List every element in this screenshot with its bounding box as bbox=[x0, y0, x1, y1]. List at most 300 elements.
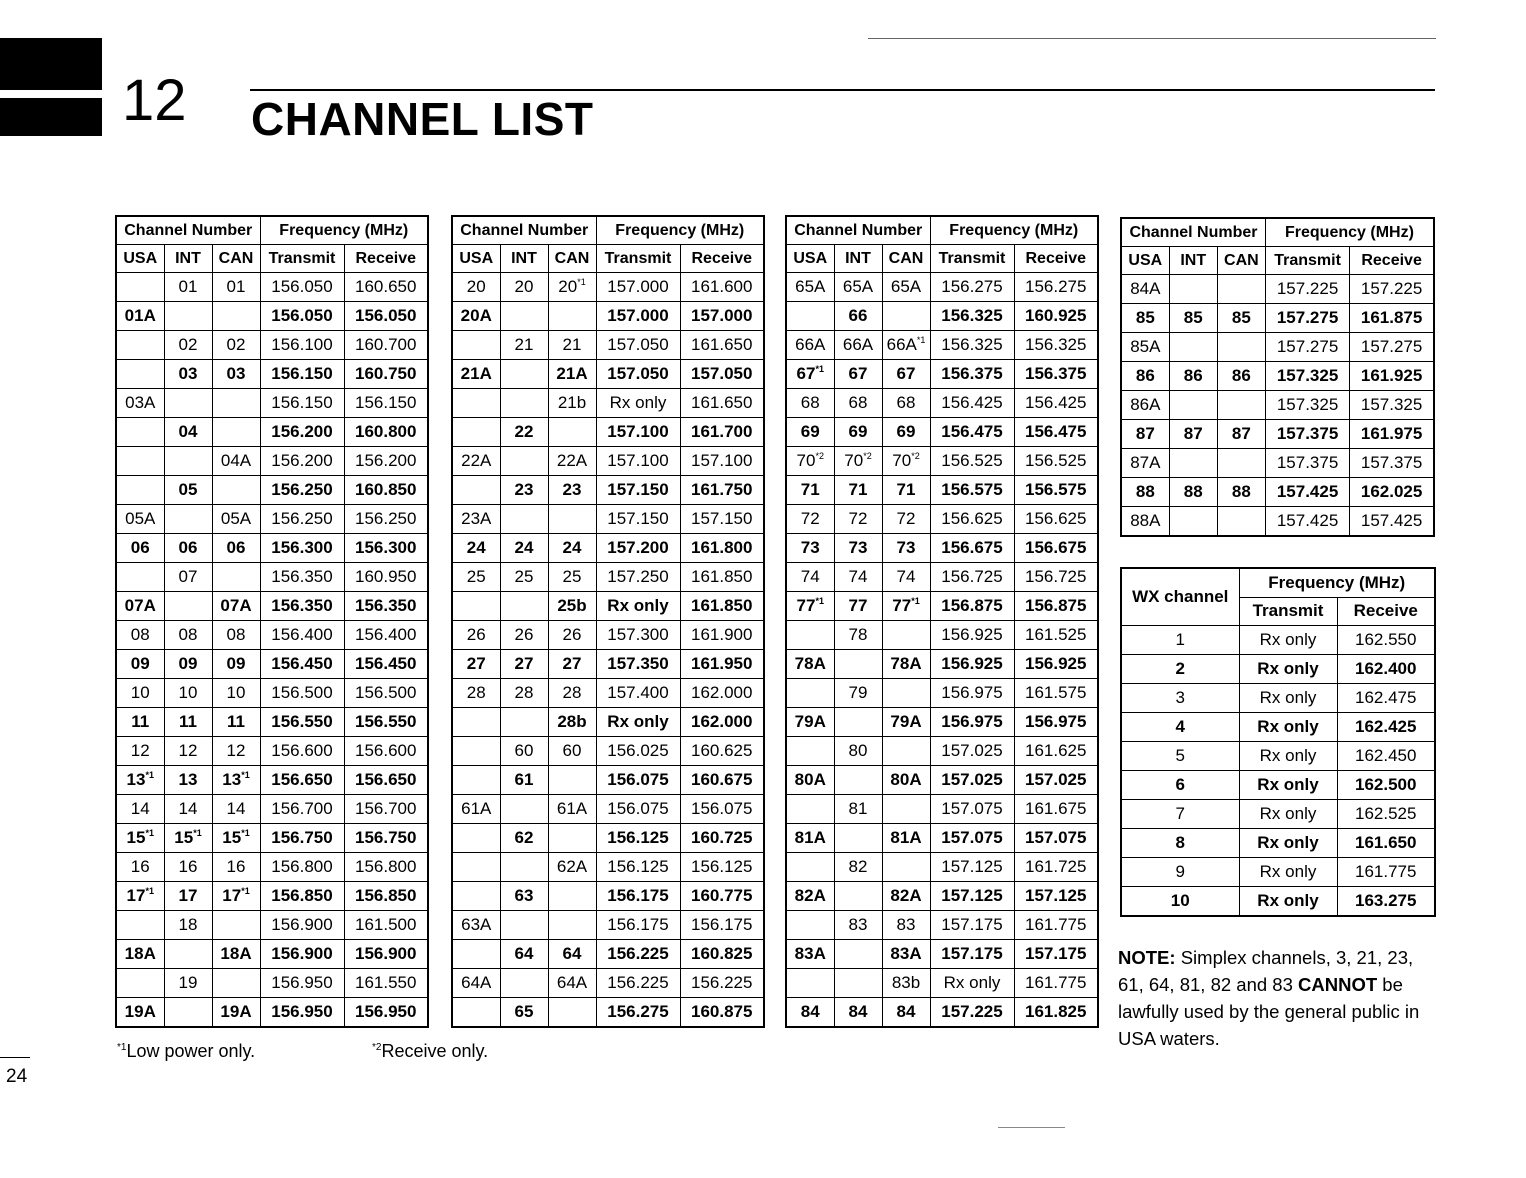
transmit-cell: 156.750 bbox=[260, 824, 344, 853]
usa-cell: 64A bbox=[452, 969, 500, 998]
can-cell: 60 bbox=[548, 737, 596, 766]
footnote-mark: *2 bbox=[372, 1042, 382, 1053]
usa-cell: 06 bbox=[116, 534, 164, 563]
wx-header-transmit: Transmit bbox=[1239, 597, 1337, 625]
can-cell: 70$^{*2}$ bbox=[882, 447, 930, 476]
table-row bbox=[1121, 275, 1434, 304]
table-row bbox=[452, 389, 764, 418]
header-receive: Receive bbox=[1350, 247, 1434, 275]
usa-cell: 25 bbox=[452, 563, 500, 592]
wx-header-frequency: Frequency (MHz) bbox=[1239, 568, 1435, 597]
transmit-cell: 156.325 bbox=[930, 302, 1014, 331]
usa-cell bbox=[116, 911, 164, 940]
transmit-cell: 156.700 bbox=[260, 795, 344, 824]
can-cell: 88 bbox=[1217, 478, 1265, 507]
can-cell: 83A bbox=[882, 940, 930, 969]
transmit-cell: 157.250 bbox=[596, 563, 680, 592]
receive-cell: 157.050 bbox=[680, 360, 764, 389]
table-row bbox=[452, 505, 764, 534]
int-cell bbox=[1169, 275, 1217, 304]
transmit-cell: 156.350 bbox=[260, 563, 344, 592]
int-cell bbox=[500, 795, 548, 824]
transmit-cell: 156.800 bbox=[260, 853, 344, 882]
transmit-cell: Rx only bbox=[596, 708, 680, 737]
usa-cell bbox=[452, 389, 500, 418]
table-row bbox=[786, 621, 1098, 650]
note-text-before: Simplex channels, 3, 21, 23, 61, 64, 81, 82 and 83 bbox=[1118, 947, 1414, 995]
transmit-cell: Rx only bbox=[930, 969, 1014, 998]
table-row bbox=[116, 447, 428, 476]
can-cell: 15$^{*1}$ bbox=[212, 824, 260, 853]
int-cell: 17 bbox=[164, 882, 212, 911]
transmit-cell: Rx only bbox=[1239, 625, 1337, 654]
table-row bbox=[786, 360, 1098, 389]
table-row bbox=[116, 795, 428, 824]
table-row bbox=[786, 737, 1098, 766]
header-usa: USA bbox=[1121, 247, 1169, 275]
transmit-cell: 156.925 bbox=[930, 650, 1014, 679]
table-row bbox=[786, 331, 1098, 360]
can-cell: 03 bbox=[212, 360, 260, 389]
receive-cell: 157.075 bbox=[1014, 824, 1098, 853]
usa-cell: 21A bbox=[452, 360, 500, 389]
receive-cell: 157.225 bbox=[1350, 275, 1434, 304]
table-row bbox=[116, 476, 428, 505]
usa-cell: 83A bbox=[786, 940, 834, 969]
transmit-cell: 156.250 bbox=[260, 505, 344, 534]
table-row bbox=[116, 708, 428, 737]
can-cell bbox=[548, 505, 596, 534]
can-cell: 26 bbox=[548, 621, 596, 650]
receive-cell: 162.000 bbox=[680, 679, 764, 708]
footnote-mark: *1 bbox=[117, 1042, 127, 1053]
can-cell bbox=[882, 679, 930, 708]
can-cell bbox=[882, 795, 930, 824]
table-row bbox=[1121, 770, 1435, 799]
can-cell: $66A^{*1}$ bbox=[882, 331, 930, 360]
usa-cell: 74 bbox=[786, 563, 834, 592]
can-cell: 25b bbox=[548, 592, 596, 621]
header-can: CAN bbox=[882, 245, 930, 273]
transmit-cell: 156.850 bbox=[260, 882, 344, 911]
table-row bbox=[452, 824, 764, 853]
transmit-cell: 156.475 bbox=[930, 418, 1014, 447]
int-cell: 78 bbox=[834, 621, 882, 650]
top-rule bbox=[868, 38, 1436, 39]
usa-cell: 26 bbox=[452, 621, 500, 650]
table-row bbox=[786, 534, 1098, 563]
can-cell: 69 bbox=[882, 418, 930, 447]
int-cell: 21 bbox=[500, 331, 548, 360]
usa-cell: 86A bbox=[1121, 391, 1169, 420]
can-cell: 25 bbox=[548, 563, 596, 592]
transmit-cell: 156.450 bbox=[260, 650, 344, 679]
can-cell: 64A bbox=[548, 969, 596, 998]
transmit-cell: 157.275 bbox=[1265, 333, 1349, 362]
receive-cell: 156.475 bbox=[1014, 418, 1098, 447]
usa-cell: 88 bbox=[1121, 478, 1169, 507]
usa-cell: 23A bbox=[452, 505, 500, 534]
usa-cell: 85A bbox=[1121, 333, 1169, 362]
usa-cell: 82A bbox=[786, 882, 834, 911]
can-cell bbox=[1217, 449, 1265, 478]
int-cell: 63 bbox=[500, 882, 548, 911]
table-row bbox=[452, 882, 764, 911]
header-receive: Receive bbox=[344, 245, 428, 273]
transmit-cell: 156.575 bbox=[930, 476, 1014, 505]
receive-cell: 157.000 bbox=[680, 302, 764, 331]
usa-cell bbox=[786, 853, 834, 882]
header-channel-number: Channel Number bbox=[452, 216, 596, 245]
usa-cell: 85 bbox=[1121, 304, 1169, 333]
receive-cell: 161.650 bbox=[680, 331, 764, 360]
int-cell: 64 bbox=[500, 940, 548, 969]
usa-cell: 77$^{*1}$ bbox=[786, 592, 834, 621]
wx-channel-cell: 3 bbox=[1121, 683, 1239, 712]
usa-cell bbox=[452, 331, 500, 360]
table-row bbox=[452, 969, 764, 998]
table-row bbox=[1121, 712, 1435, 741]
receive-cell: 161.850 bbox=[680, 563, 764, 592]
usa-cell bbox=[786, 795, 834, 824]
usa-cell: 80A bbox=[786, 766, 834, 795]
simplex-note bbox=[1118, 944, 1438, 1052]
int-cell bbox=[164, 389, 212, 418]
receive-cell: 156.225 bbox=[680, 969, 764, 998]
receive-cell: 156.325 bbox=[1014, 331, 1098, 360]
transmit-cell: 156.900 bbox=[260, 940, 344, 969]
usa-cell bbox=[786, 621, 834, 650]
transmit-cell: Rx only bbox=[1239, 857, 1337, 886]
table-row bbox=[452, 853, 764, 882]
usa-cell: 19A bbox=[116, 998, 164, 1028]
transmit-cell: 156.125 bbox=[596, 853, 680, 882]
receive-cell: 156.700 bbox=[344, 795, 428, 824]
int-cell: 09 bbox=[164, 650, 212, 679]
int-cell: 08 bbox=[164, 621, 212, 650]
transmit-cell: 157.375 bbox=[1265, 420, 1349, 449]
chapter-tab-marker bbox=[0, 38, 102, 90]
table-row bbox=[786, 911, 1098, 940]
table-row bbox=[1121, 857, 1435, 886]
receive-cell: 156.125 bbox=[680, 853, 764, 882]
receive-cell: 156.350 bbox=[344, 592, 428, 621]
table-row bbox=[1121, 683, 1435, 712]
int-cell bbox=[1169, 333, 1217, 362]
table-row bbox=[452, 708, 764, 737]
receive-cell: 156.525 bbox=[1014, 447, 1098, 476]
transmit-cell: 156.275 bbox=[930, 273, 1014, 302]
usa-cell: 61A bbox=[452, 795, 500, 824]
receive-cell: 160.675 bbox=[680, 766, 764, 795]
table-row bbox=[116, 824, 428, 853]
table-row bbox=[786, 418, 1098, 447]
transmit-cell: Rx only bbox=[1239, 770, 1337, 799]
can-cell: 21 bbox=[548, 331, 596, 360]
can-cell: 09 bbox=[212, 650, 260, 679]
int-cell: 85 bbox=[1169, 304, 1217, 333]
can-cell bbox=[212, 389, 260, 418]
receive-cell: 156.250 bbox=[344, 505, 428, 534]
can-cell: 20$^{*1}$ bbox=[548, 273, 596, 302]
int-cell: 28 bbox=[500, 679, 548, 708]
receive-cell: 156.425 bbox=[1014, 389, 1098, 418]
can-cell: 07A bbox=[212, 592, 260, 621]
receive-cell: 162.450 bbox=[1337, 741, 1435, 770]
usa-cell: 18A bbox=[116, 940, 164, 969]
usa-cell bbox=[116, 418, 164, 447]
usa-cell bbox=[452, 853, 500, 882]
channel-table-2 bbox=[451, 215, 765, 1028]
table-row bbox=[116, 331, 428, 360]
transmit-cell: 156.950 bbox=[260, 969, 344, 998]
title-rule bbox=[250, 89, 1435, 91]
transmit-cell: Rx only bbox=[1239, 828, 1337, 857]
table-row bbox=[786, 505, 1098, 534]
transmit-cell: 156.275 bbox=[596, 998, 680, 1028]
transmit-cell: 157.275 bbox=[1265, 304, 1349, 333]
channel-table-1 bbox=[115, 215, 429, 1028]
transmit-cell: 157.150 bbox=[596, 505, 680, 534]
wx-channel-table bbox=[1120, 567, 1436, 917]
table-row bbox=[452, 447, 764, 476]
receive-cell: 157.125 bbox=[1014, 882, 1098, 911]
header-frequency: Frequency (MHz) bbox=[930, 216, 1098, 245]
receive-cell: 157.100 bbox=[680, 447, 764, 476]
transmit-cell: 156.625 bbox=[930, 505, 1014, 534]
int-cell: 14 bbox=[164, 795, 212, 824]
int-cell bbox=[500, 592, 548, 621]
table-row bbox=[1121, 741, 1435, 770]
transmit-cell: 157.200 bbox=[596, 534, 680, 563]
receive-cell: 162.525 bbox=[1337, 799, 1435, 828]
usa-cell bbox=[116, 273, 164, 302]
table-row bbox=[452, 563, 764, 592]
table-row bbox=[786, 940, 1098, 969]
int-cell: 77 bbox=[834, 592, 882, 621]
wx-channel-cell: 7 bbox=[1121, 799, 1239, 828]
wx-channel-cell: 5 bbox=[1121, 741, 1239, 770]
receive-cell: 160.700 bbox=[344, 331, 428, 360]
receive-cell: 161.675 bbox=[1014, 795, 1098, 824]
usa-cell bbox=[116, 360, 164, 389]
can-cell: 19A bbox=[212, 998, 260, 1028]
header-transmit: Transmit bbox=[930, 245, 1014, 273]
transmit-cell: 156.150 bbox=[260, 360, 344, 389]
header-int: INT bbox=[834, 245, 882, 273]
int-cell: 22 bbox=[500, 418, 548, 447]
usa-cell: 67$^{*1}$ bbox=[786, 360, 834, 389]
int-cell: 18 bbox=[164, 911, 212, 940]
int-cell bbox=[1169, 391, 1217, 420]
transmit-cell: 156.050 bbox=[260, 273, 344, 302]
transmit-cell: 156.900 bbox=[260, 911, 344, 940]
can-cell: 28 bbox=[548, 679, 596, 708]
transmit-cell: 156.525 bbox=[930, 447, 1014, 476]
usa-cell: 17$^{*1}$ bbox=[116, 882, 164, 911]
transmit-cell: 157.025 bbox=[930, 737, 1014, 766]
transmit-cell: 157.425 bbox=[1265, 507, 1349, 537]
transmit-cell: Rx only bbox=[1239, 886, 1337, 916]
table-row bbox=[116, 737, 428, 766]
table-row bbox=[786, 389, 1098, 418]
int-cell: 70$^{*2}$ bbox=[834, 447, 882, 476]
table-row bbox=[116, 998, 428, 1028]
transmit-cell: 157.125 bbox=[930, 853, 1014, 882]
transmit-cell: 156.325 bbox=[930, 331, 1014, 360]
int-cell: 01 bbox=[164, 273, 212, 302]
transmit-cell: 156.250 bbox=[260, 476, 344, 505]
int-cell bbox=[500, 911, 548, 940]
int-cell bbox=[500, 302, 548, 331]
int-cell bbox=[500, 447, 548, 476]
int-cell: 68 bbox=[834, 389, 882, 418]
header-can: CAN bbox=[1217, 247, 1265, 275]
usa-cell: 08 bbox=[116, 621, 164, 650]
table-row bbox=[786, 998, 1098, 1028]
usa-cell: 11 bbox=[116, 708, 164, 737]
int-cell: 67 bbox=[834, 360, 882, 389]
can-cell: 08 bbox=[212, 621, 260, 650]
usa-cell bbox=[452, 737, 500, 766]
transmit-cell: 157.225 bbox=[930, 998, 1014, 1028]
transmit-cell: 156.725 bbox=[930, 563, 1014, 592]
table-row bbox=[116, 302, 428, 331]
can-cell bbox=[548, 911, 596, 940]
can-cell bbox=[882, 737, 930, 766]
receive-cell: 161.925 bbox=[1350, 362, 1434, 391]
int-cell bbox=[1169, 449, 1217, 478]
int-cell: 11 bbox=[164, 708, 212, 737]
receive-cell: 161.650 bbox=[1337, 828, 1435, 857]
usa-cell bbox=[452, 708, 500, 737]
can-cell: 10 bbox=[212, 679, 260, 708]
transmit-cell: 157.125 bbox=[930, 882, 1014, 911]
receive-cell: 156.275 bbox=[1014, 273, 1098, 302]
int-cell bbox=[834, 824, 882, 853]
footnote-low-power bbox=[117, 1041, 255, 1062]
receive-cell: 162.550 bbox=[1337, 625, 1435, 654]
can-cell: 61A bbox=[548, 795, 596, 824]
table-row bbox=[452, 360, 764, 389]
can-cell: 86 bbox=[1217, 362, 1265, 391]
table-row bbox=[786, 766, 1098, 795]
can-cell: 18A bbox=[212, 940, 260, 969]
usa-cell: 84A bbox=[1121, 275, 1169, 304]
transmit-cell: 156.175 bbox=[596, 911, 680, 940]
table-row bbox=[1121, 333, 1434, 362]
receive-cell: 160.950 bbox=[344, 563, 428, 592]
usa-cell: 14 bbox=[116, 795, 164, 824]
transmit-cell: 157.325 bbox=[1265, 391, 1349, 420]
usa-cell: 87A bbox=[1121, 449, 1169, 478]
can-cell: 83 bbox=[882, 911, 930, 940]
receive-cell: 156.575 bbox=[1014, 476, 1098, 505]
usa-cell bbox=[116, 331, 164, 360]
receive-cell: 160.850 bbox=[344, 476, 428, 505]
receive-cell: 160.750 bbox=[344, 360, 428, 389]
table-row bbox=[452, 737, 764, 766]
transmit-cell: 156.650 bbox=[260, 766, 344, 795]
int-cell bbox=[500, 708, 548, 737]
table-row bbox=[1121, 391, 1434, 420]
int-cell bbox=[500, 360, 548, 389]
table-row bbox=[786, 824, 1098, 853]
receive-cell: 160.725 bbox=[680, 824, 764, 853]
wx-header-channel: WX channel bbox=[1121, 568, 1239, 625]
int-cell: 26 bbox=[500, 621, 548, 650]
transmit-cell: Rx only bbox=[596, 389, 680, 418]
table-row bbox=[452, 911, 764, 940]
table-row bbox=[116, 882, 428, 911]
transmit-cell: 157.100 bbox=[596, 447, 680, 476]
can-cell: 06 bbox=[212, 534, 260, 563]
transmit-cell: 156.300 bbox=[260, 534, 344, 563]
transmit-cell: Rx only bbox=[1239, 741, 1337, 770]
header-transmit: Transmit bbox=[1265, 247, 1349, 275]
usa-cell bbox=[452, 418, 500, 447]
header-frequency: Frequency (MHz) bbox=[596, 216, 764, 245]
int-cell bbox=[164, 302, 212, 331]
table-row bbox=[1121, 799, 1435, 828]
can-cell: 28b bbox=[548, 708, 596, 737]
receive-cell: 160.650 bbox=[344, 273, 428, 302]
transmit-cell: 157.400 bbox=[596, 679, 680, 708]
wx-channel-cell: 2 bbox=[1121, 654, 1239, 683]
table-row bbox=[116, 853, 428, 882]
int-cell bbox=[500, 969, 548, 998]
table-row bbox=[1121, 304, 1434, 333]
usa-cell: 78A bbox=[786, 650, 834, 679]
int-cell: 66A bbox=[834, 331, 882, 360]
int-cell: 12 bbox=[164, 737, 212, 766]
usa-cell bbox=[452, 882, 500, 911]
receive-cell: 157.025 bbox=[1014, 766, 1098, 795]
can-cell bbox=[882, 621, 930, 650]
receive-cell: 156.875 bbox=[1014, 592, 1098, 621]
can-cell bbox=[212, 911, 260, 940]
transmit-cell: 156.125 bbox=[596, 824, 680, 853]
receive-cell: 157.150 bbox=[680, 505, 764, 534]
usa-cell: 01A bbox=[116, 302, 164, 331]
usa-cell: 73 bbox=[786, 534, 834, 563]
transmit-cell: 157.100 bbox=[596, 418, 680, 447]
int-cell bbox=[164, 998, 212, 1028]
channel-table-3 bbox=[785, 215, 1099, 1028]
can-cell: 21b bbox=[548, 389, 596, 418]
transmit-cell: 157.175 bbox=[930, 911, 1014, 940]
usa-cell bbox=[452, 592, 500, 621]
int-cell bbox=[834, 766, 882, 795]
receive-cell: 156.975 bbox=[1014, 708, 1098, 737]
page-number-rule bbox=[0, 1057, 30, 1058]
table-row bbox=[452, 621, 764, 650]
table-row bbox=[786, 302, 1098, 331]
table-row bbox=[116, 534, 428, 563]
receive-cell: 161.850 bbox=[680, 592, 764, 621]
transmit-cell: 157.150 bbox=[596, 476, 680, 505]
wx-channel-cell: 10 bbox=[1121, 886, 1239, 916]
can-cell bbox=[1217, 275, 1265, 304]
table-row bbox=[452, 650, 764, 679]
usa-cell: 87 bbox=[1121, 420, 1169, 449]
usa-cell: 15$^{*1}$ bbox=[116, 824, 164, 853]
can-cell bbox=[882, 853, 930, 882]
receive-cell: 156.950 bbox=[344, 998, 428, 1028]
int-cell: 24 bbox=[500, 534, 548, 563]
usa-cell: 65A bbox=[786, 273, 834, 302]
transmit-cell: 156.175 bbox=[596, 882, 680, 911]
